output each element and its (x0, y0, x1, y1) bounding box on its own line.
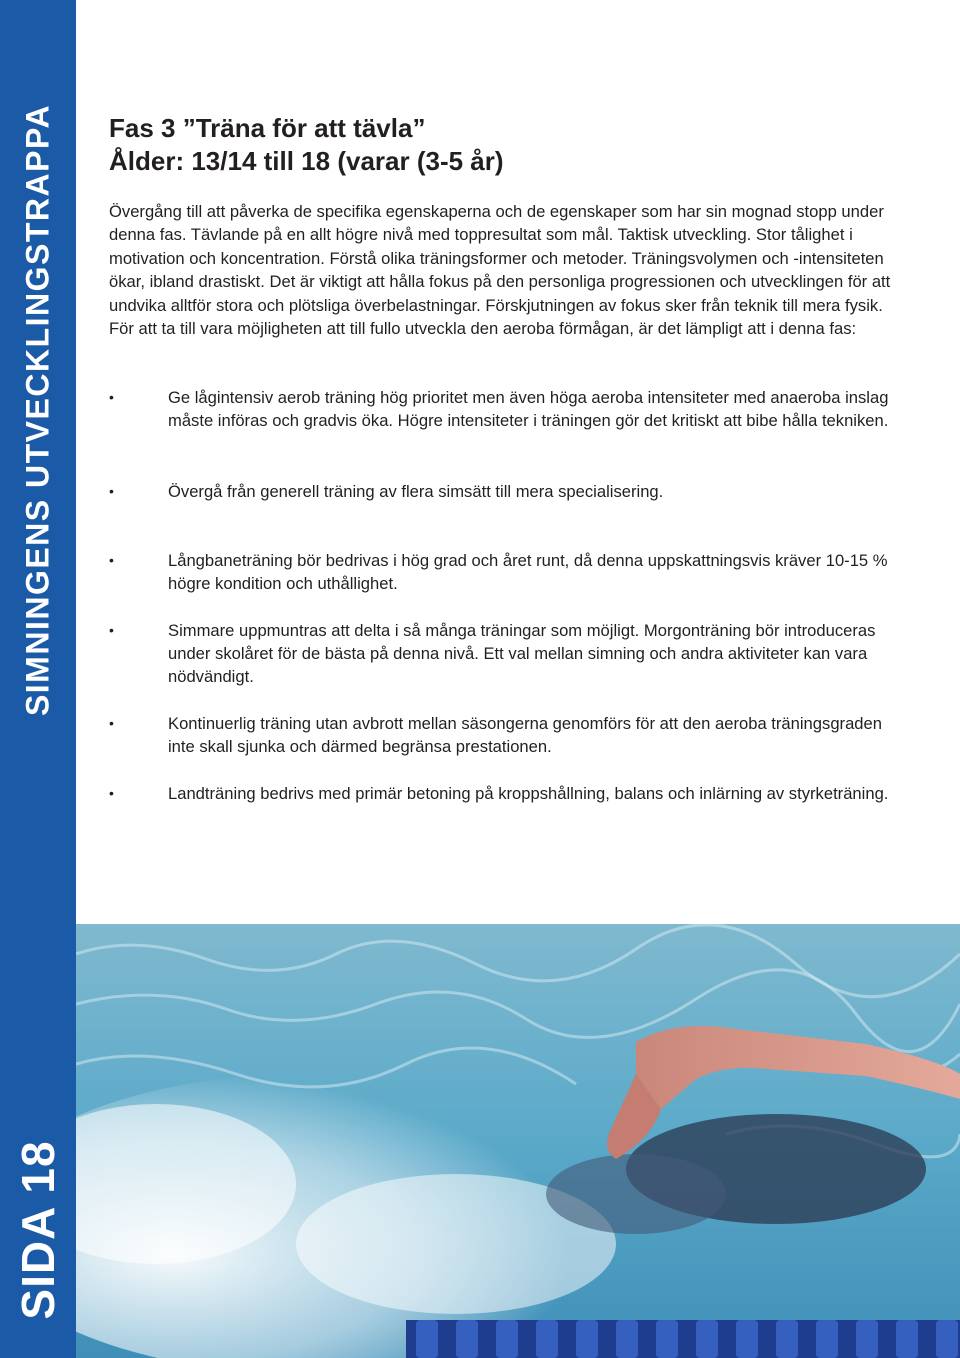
bullet-icon: • (109, 715, 114, 731)
sidebar-title: SIMNINGENS UTVECKLINGSTRAPPA (19, 103, 56, 717)
list-item-text: Landträning bedrivs med primär betoning på kroppshållning, balans och inlärning av styrketräning. (168, 784, 889, 803)
list-item-text: Övergå från generell träning av flera simsätt till mera specialisering. (168, 482, 664, 501)
bullet-icon: • (109, 622, 114, 638)
list-item-text: Långbaneträning bör bedrivas i hög grad och året runt, då denna uppskattningsvis kräver 10-15 % högre kondition och uthållighet. (168, 551, 888, 593)
list-item-text: Ge lågintensiv aerob träning hög prioritet men även höga aeroba intensiteter med anaeroba inslag måste införas och gradvis öka. Högre intensiteter i träningen gör det kritiskt att bibe hålla tekniken. (168, 388, 889, 430)
list-item-text: Kontinuerlig träning utan avbrott mellan säsongerna genomförs för att den aeroba träningsgraden inte skall sjunka och därmed begränsa prestationen. (168, 714, 882, 756)
title-line-1: Fas 3 ”Träna för att tävla” (109, 113, 426, 143)
bullet-icon: • (109, 483, 114, 499)
bullet-icon: • (109, 389, 114, 405)
swimmer-photo-illustration (76, 924, 960, 1358)
sidebar (0, 0, 76, 1358)
swimmer-photo (76, 924, 960, 1358)
main-content (109, 112, 909, 340)
bullet-icon: • (109, 552, 114, 568)
page-number-label: SIDA 18 (12, 1140, 64, 1320)
bullet-icon: • (109, 785, 114, 801)
intro-paragraph: Övergång till att påverka de specifika egenskaperna och de egenskaper som har sin mognad stopp under denna fas. Tävlande på en allt högre nivå med toppresultat som mål. Taktisk utveckling. Stor tålighet i motivation och koncentration. Förstå olika träningsformer och metoder. Träningsvolymen och -intensiteten ökar, ibland drastiskt. Det är viktigt att hålla fokus på den personliga progressionen och utvecklingen för att undvika alltför stora och plötsliga överbelastningar. Förskjutningen av fokus sker från teknik till mera fysik. För att ta till vara möjligheten att till fullo utveckla den aeroba förmågan, är det lämpligt att i denna fas: (109, 202, 891, 339)
lane-rope (406, 1320, 960, 1358)
list-item-text: Simmare uppmuntras att delta i så många träningar som möjligt. Morgonträning bör introduceras under skolåret för de bästa på denna nivå. Ett val mellan simning och andra aktiviteter kan vara nödvändigt. (168, 621, 876, 686)
page-title (109, 112, 909, 178)
title-line-2: Ålder: 13/14 till 18 (varar (3-5 år) (109, 146, 504, 176)
